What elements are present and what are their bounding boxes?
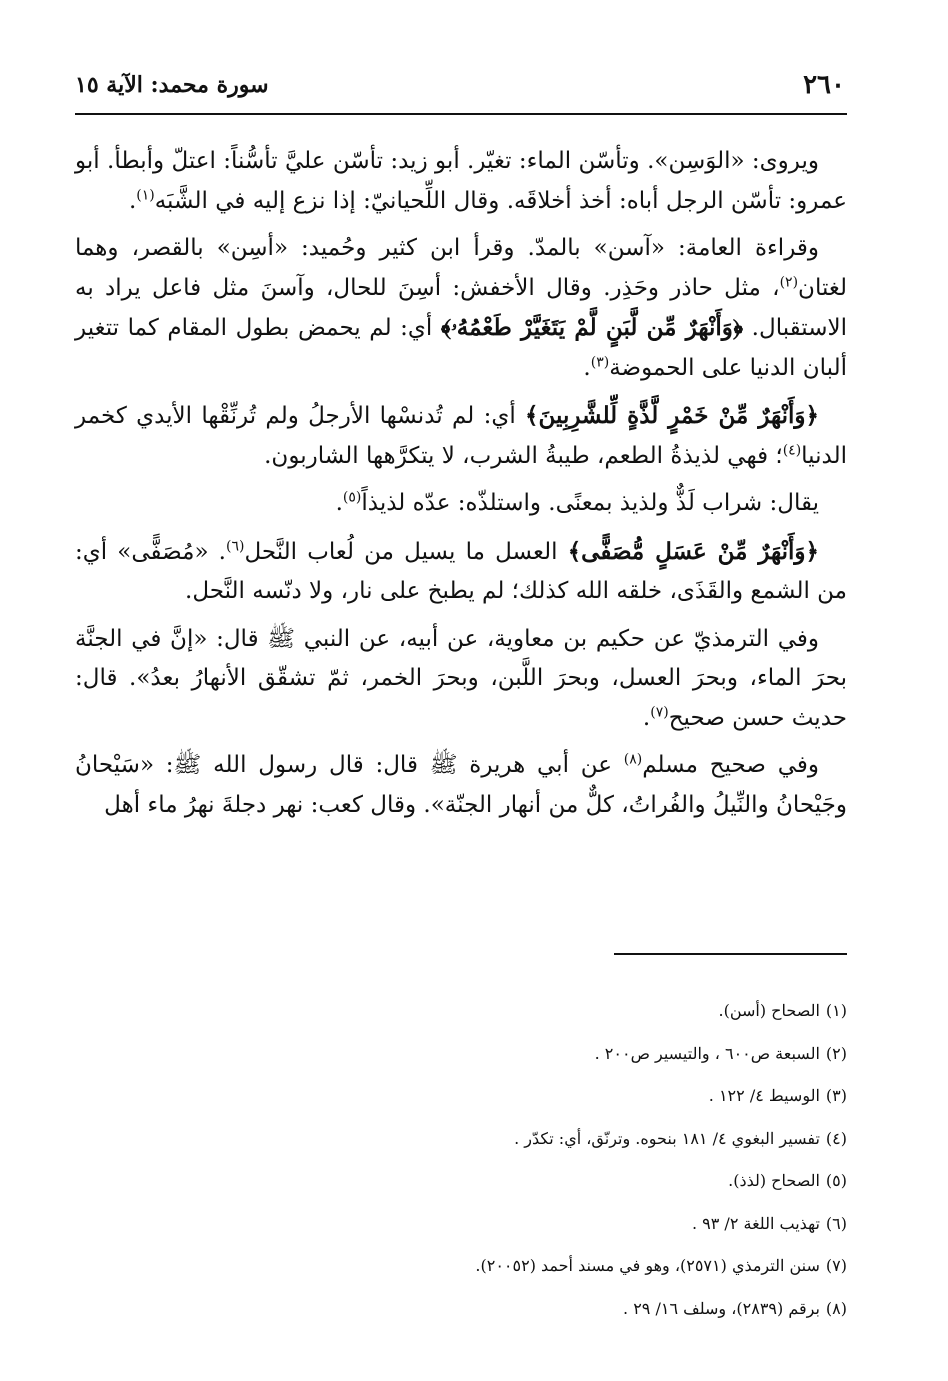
paragraph-text: وفي الترمذيّ عن حكيم بن معاوية، عن أبيه، عن النبي ﷺ قال: «إنَّ في الجنَّة بحرَ الماء، وبحرَ العسل، وبحرَ اللَّبن، وبحرَ الخمر، ثمّ تشقّق الأنهارُ بعدُ». قال: حديث حسن صحيح <box>75 625 847 731</box>
footnote-text: برقم (٢٨٣٩)، وسلف ١٦/ ٢٩ . <box>623 1298 820 1318</box>
paragraph-text: أي: لم يحمض بطول المقام كما تتغير ألبان الدنيا على الحموضة <box>75 315 847 381</box>
paragraph-end: . <box>583 354 591 381</box>
footnote-item <box>147 1203 847 1246</box>
paragraph-1 <box>75 142 847 221</box>
footnote-ref: (٦) <box>226 537 245 554</box>
footnote-number: (٨) <box>825 1298 847 1318</box>
footnote-text: الوسيط ٤/ ١٢٢ . <box>708 1086 820 1105</box>
main-text <box>75 142 847 833</box>
paragraph-7 <box>75 746 847 825</box>
paragraph-end: . <box>642 704 651 731</box>
footnote-number: (٦) <box>825 1213 847 1233</box>
paragraph-text: . «مُصَفًّى» أي: من الشمع والقَذَى، خلقه الله كذلك؛ لم يطبخ على نار، ولا دنّسه النَّحل. <box>75 538 847 604</box>
page-header <box>75 66 845 106</box>
paragraph-3 <box>75 396 847 476</box>
footnote-text: الصحاح (أسن). <box>718 1001 820 1020</box>
footnote-text: سنن الترمذي (٢٥٧١)، وهو في مسند أحمد (٢٠٠٥٢). <box>475 1256 820 1275</box>
paragraph-text: وقراءة العامة: «آسن» بالمدّ. وقرأ ابن كثير وحُميد: «أسِن» بالقصر، وهما لغتان <box>75 235 847 301</box>
footnote-item <box>147 1075 847 1118</box>
paragraph-text: ، مثل حاذر وحَذِر. وقال الأخفش: أسِنَ للحال، وآسنَ مثل فاعل يراد به الاستقبال. <box>75 274 847 341</box>
footnote-item <box>147 1160 847 1203</box>
quran-verse: ﴿وَأَنْهَرٌ مِّنْ عَسَلٍ مُّصَفًّى﴾ <box>567 537 819 565</box>
paragraph-end: . <box>128 187 137 214</box>
footnotes <box>147 990 847 1330</box>
paragraph-text: أي: لم تُدنسْها الأرجلُ ولم تُرنِّقْها الأيدي كخمر الدنيا <box>75 403 847 469</box>
footnote-number: (٤) <box>825 1128 847 1148</box>
footnote-ref: (٢) <box>779 273 799 290</box>
footnote-number: (١) <box>825 1001 847 1020</box>
paragraph-2 <box>75 229 847 388</box>
footnote-number: (٧) <box>825 1256 847 1275</box>
footnote-ref: (٧) <box>650 703 669 720</box>
footnote-ref: (٨) <box>623 751 643 768</box>
header-divider <box>75 113 847 115</box>
footnote-text: الصحاح (لذذ). <box>728 1171 820 1190</box>
footnote-text: تفسير البغوي ٤/ ١٨١ بنحوه. وترنّق، أي: تكدّر . <box>514 1128 820 1148</box>
footnote-text: السبعة ص٦٠٠ ، والتيسير ص٢٠٠ . <box>594 1043 820 1063</box>
paragraph-end: . <box>335 490 343 516</box>
footnote-ref: (٥) <box>342 489 362 506</box>
footnote-item <box>147 1118 847 1161</box>
paragraph-text: ؛ فهي لذيذةُ الطعم، طيبةُ الشرب، لا يتكرَّهها الشاربون. <box>264 442 783 469</box>
footnote-number: (٣) <box>825 1086 847 1105</box>
paragraph-6 <box>75 620 847 739</box>
paragraph-4 <box>75 484 847 524</box>
footnote-ref: (١) <box>136 186 155 203</box>
paragraph-text: العسل ما يسيل من لُعاب النَّحل <box>244 538 568 565</box>
footnote-item <box>147 990 847 1033</box>
paragraph-text: عن أبي هريرة ﷺ قال: قال رسول الله ﷺ: «سَيْحانُ وجَيْحانُ والنِّيلُ والفُراتُ، كلٌّ من أنهار الجنّة». وقال كعب: نهر دجلةَ نهرُ ماء أهل <box>75 752 847 818</box>
paragraph-text: يقال: شراب لَذٌّ ولذيذ بمعنًى. واستلذّه: عدّه لذيذاً <box>361 490 819 516</box>
running-title: سورة محمد: الآية ١٥ <box>75 72 269 98</box>
footnote-number: (٢) <box>825 1043 847 1063</box>
footnote-item <box>147 1288 847 1331</box>
footnote-ref: (٣) <box>590 353 610 370</box>
footnote-ref: (٤) <box>782 441 802 458</box>
footnote-item <box>147 1245 847 1288</box>
footnote-item <box>147 1033 847 1076</box>
page-number: ٢٦٠ <box>803 70 845 100</box>
footnote-text: تهذيب اللغة ٢/ ٩٣ . <box>691 1213 820 1233</box>
footnote-divider <box>614 953 847 955</box>
quran-verse: ﴿وَأَنْهَرٌ مِّن لَّبَنٍ لَّمْ يَتَغَيَّرْ طَعْمُهُۥ﴾ <box>440 314 744 341</box>
paragraph-5 <box>75 532 847 612</box>
quran-verse: ﴿وَأَنْهَرٌ مِّنْ خَمْرٍ لَّذَّةٍ لِّلشَّرِبِينَ﴾ <box>525 402 819 429</box>
paragraph-text: وفي صحيح مسلم <box>642 752 819 778</box>
paragraph-text: ويروى: «الوَسِن». وتأسّن الماء: تغيّر. أبو زيد: تأسّن عليَّ تأسُّناً: اعتلّ وأبطأ. أبو عمرو: تأسّن الرجل أباه: أخذ أخلاقَه. وقال اللِّحيانيّ: إذا نزع إليه في الشَّبَه <box>75 148 847 214</box>
footnote-number: (٥) <box>825 1171 847 1190</box>
